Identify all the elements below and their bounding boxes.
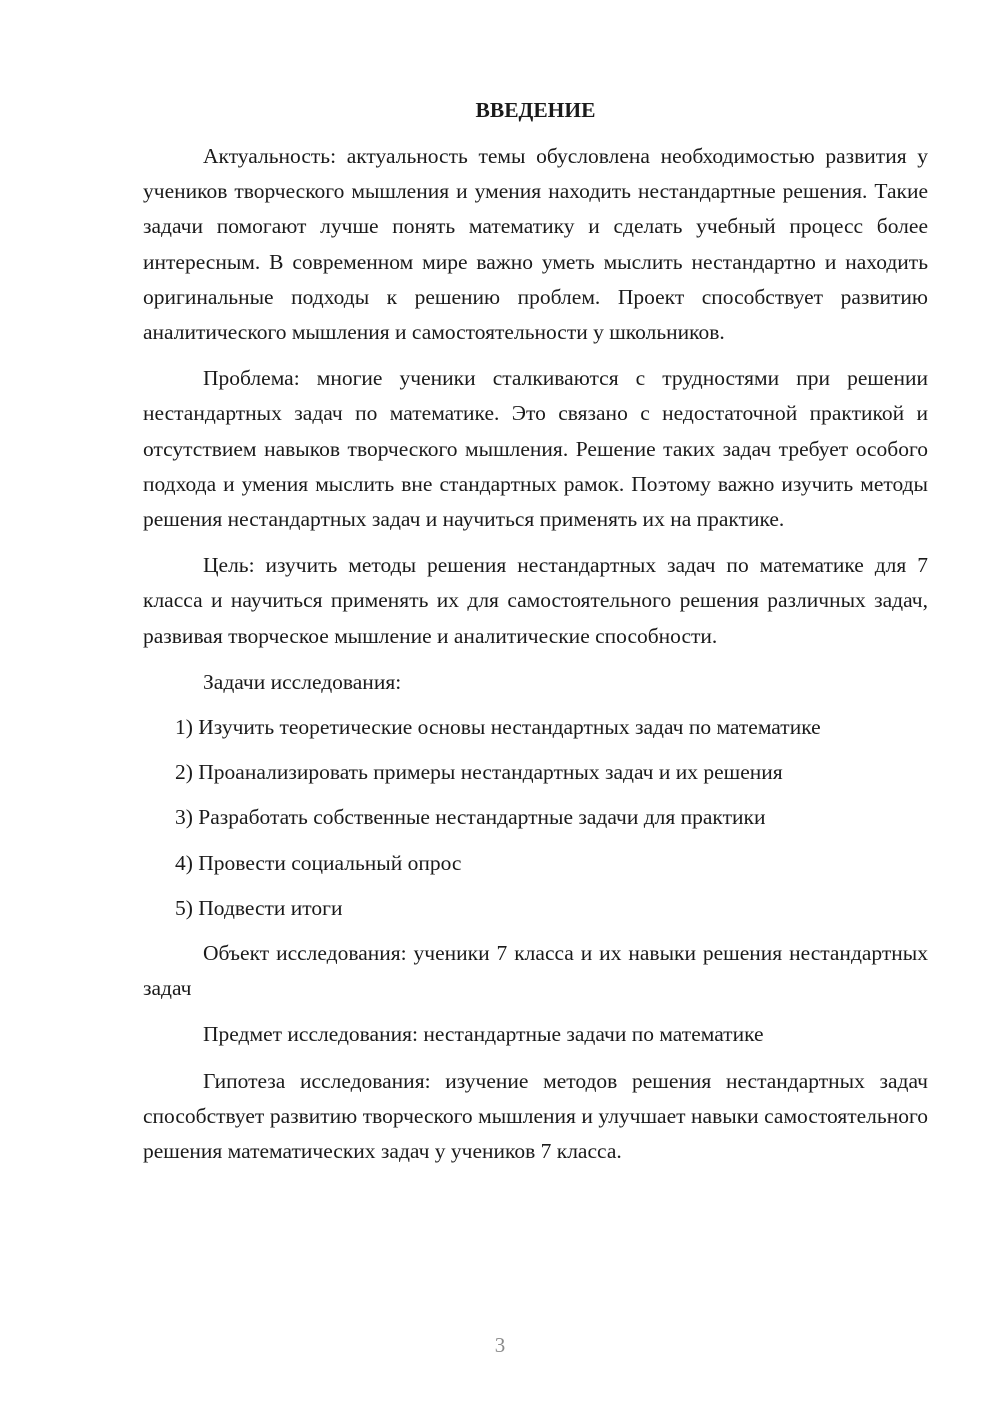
page-title: ВВЕДЕНИЕ (475, 98, 596, 122)
task-item: 3) Разработать собственные нестандартные задачи для практики (175, 805, 766, 830)
task-item: 4) Провести социальный опрос (175, 850, 462, 875)
page-number: 3 (494, 1333, 506, 1357)
subject-paragraph: Предмет исследования: нестандартные задачи по математике (203, 1022, 764, 1047)
tasks-label: Задачи исследования: (203, 669, 402, 694)
object-paragraph: Объект исследования: ученики 7 класса и их навыки решения нестандартных задач (143, 941, 928, 1001)
task-item: 2) Проанализировать примеры нестандартных задач и их решения (175, 760, 783, 785)
hypothesis-paragraph: Гипотеза исследования: изучение методов решения нестандартных задач способствует развитию творческого мышления и улучшает навыки самостоятельного решения математических задач у учеников 7 класса. (143, 1068, 928, 1164)
goal-paragraph: Цель: изучить методы решения нестандартных задач по математике для 7 класса и научиться применять их для самостоятельного решения различных задач, развивая творческое мышление и аналитические способности. (143, 553, 928, 648)
tasks-list (143, 710, 928, 926)
problem-paragraph: Проблема: многие ученики сталкиваются с трудностями при решении нестандартных задач по математике. Это связано с недостаточной практикой и отсутствием навыков творческого мышления. Решение таких задач требует особого подхода и умения мыслить вне стандартных рамок. Поэтому важно изучить методы решения нестандартных задач и научиться применять их на практике. (143, 366, 928, 532)
task-item: 5) Подвести итоги (175, 895, 343, 920)
task-item: 1) Изучить теоретические основы нестандартных задач по математике (175, 715, 821, 740)
relevance-paragraph: Актуальность: актуальность темы обусловлена необходимостью развития у учеников творческого мышления и умения находить нестандартные решения. Такие задачи помогают лучше понять математику и сделать учебный процесс более интересным. В современном мире важно уметь мыслить нестандартно и находить оригинальные подходы к решению проблем. Проект способствует развитию аналитического мышления и самостоятельности у школьников. (143, 144, 928, 345)
page-content (143, 95, 928, 1180)
